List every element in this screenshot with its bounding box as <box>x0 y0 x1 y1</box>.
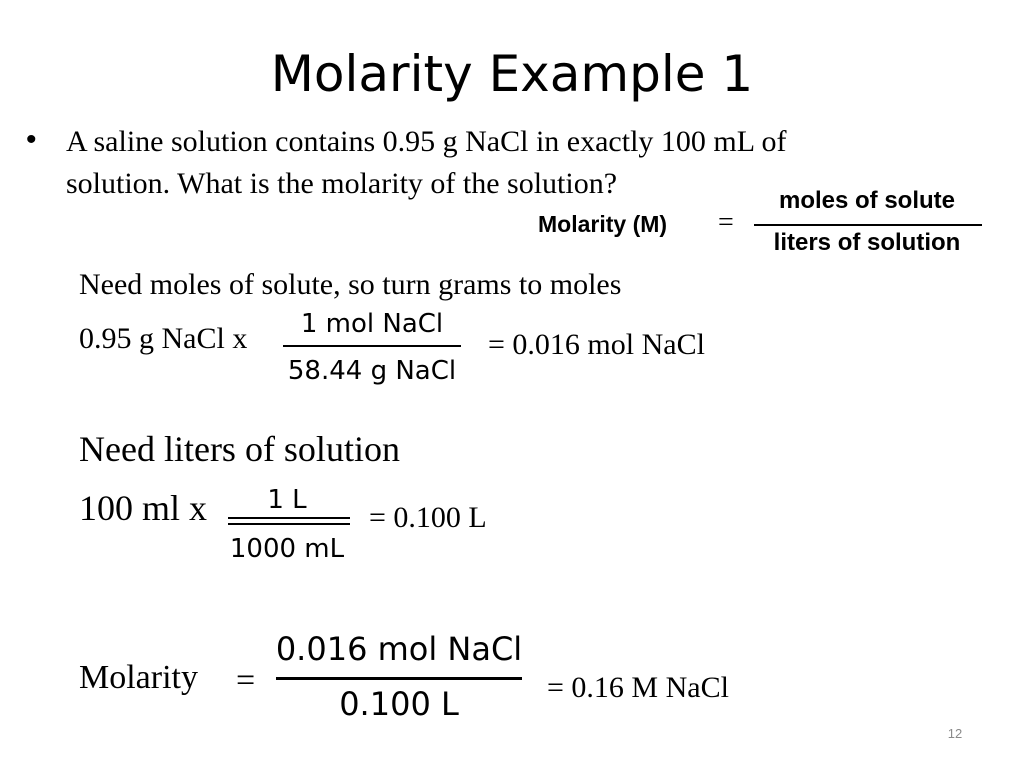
liters-result: = 0.100 L <box>369 501 487 534</box>
page-number: 12 <box>947 726 963 741</box>
liters-denominator: 1000 mL <box>229 534 345 564</box>
formula-denominator: liters of solution <box>773 229 961 256</box>
liters-given: 100 ml x <box>79 488 208 528</box>
moles-denominator: 58.44 g NaCl <box>287 356 457 386</box>
formula-fraction-bar <box>754 224 982 226</box>
question-line-1: A saline solution contains 0.95 g NaCl in exactly 100 mL of <box>66 125 787 158</box>
question-line-2: solution. What is the molarity of the solution? <box>66 167 618 200</box>
liters-fraction-bar-underline <box>228 523 350 525</box>
molarity-fraction-bar <box>276 677 522 680</box>
liters-heading: Need liters of solution <box>79 429 400 469</box>
bullet-marker: • <box>26 123 37 156</box>
slide-title: Molarity Example 1 <box>270 45 754 103</box>
liters-numerator: 1 L <box>267 485 307 515</box>
molarity-equals: = <box>236 662 256 699</box>
formula-equals: = <box>718 207 734 238</box>
moles-numerator: 1 mol NaCl <box>300 309 444 339</box>
moles-given: 0.95 g NaCl x <box>79 322 248 355</box>
molarity-label: Molarity <box>79 659 198 696</box>
moles-result: = 0.016 mol NaCl <box>488 328 705 361</box>
moles-heading: Need moles of solute, so turn grams to moles <box>79 268 622 301</box>
moles-fraction-bar <box>283 345 461 347</box>
liters-fraction-bar <box>228 517 350 519</box>
molarity-result: = 0.16 M NaCl <box>547 671 729 704</box>
molarity-denominator: 0.100 L <box>339 685 459 723</box>
formula-lhs: Molarity (M) <box>538 211 668 237</box>
molarity-numerator: 0.016 mol NaCl <box>275 630 523 668</box>
formula-numerator: moles of solute <box>778 187 956 214</box>
